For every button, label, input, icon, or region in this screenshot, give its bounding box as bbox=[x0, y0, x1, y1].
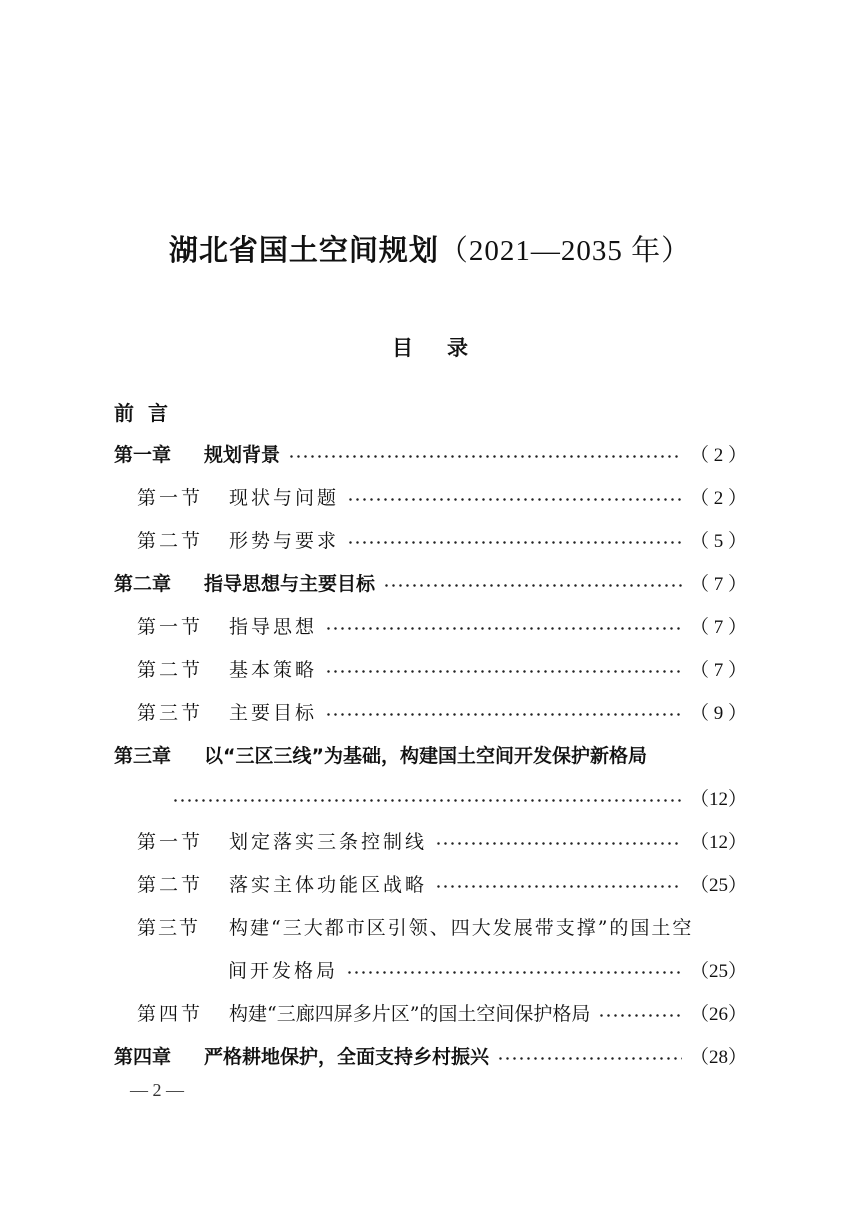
toc-number: 第一章 bbox=[114, 443, 172, 466]
toc-page: （ 7 ） bbox=[689, 616, 747, 638]
title-text: 湖北省国土空间规划 bbox=[168, 233, 439, 267]
toc-section-3-4[interactable] bbox=[137, 997, 747, 1027]
title-year: （2021—2035 年） bbox=[438, 235, 692, 267]
toc-chapter-1[interactable] bbox=[114, 438, 747, 468]
toc-page: （25） bbox=[689, 874, 747, 896]
toc-page: （12） bbox=[689, 831, 747, 853]
toc-section-1-1[interactable] bbox=[137, 481, 747, 511]
toc-number: 第三节 bbox=[137, 916, 201, 939]
toc-number: 第四章 bbox=[114, 1045, 172, 1068]
dot-leader bbox=[346, 971, 682, 974]
toc-section-2-1[interactable] bbox=[137, 610, 747, 640]
toc-label: 构建“三大都市区引领、四大发展带支撑”的国土空 bbox=[229, 916, 694, 939]
toc-chapter-3[interactable] bbox=[114, 739, 747, 769]
toc-number: 第二节 bbox=[137, 873, 204, 896]
toc-page: （12） bbox=[689, 788, 747, 810]
toc-section-3-3[interactable] bbox=[137, 911, 747, 941]
toc-label: 指导思想与主要目标 bbox=[204, 572, 376, 595]
dot-leader bbox=[435, 885, 682, 888]
toc-label: 落实主体功能区战略 bbox=[229, 873, 428, 896]
toc-page: （ 2 ） bbox=[689, 487, 747, 509]
toc-label: 严格耕地保护，全面支持乡村振兴 bbox=[204, 1045, 490, 1068]
toc-heading: 目录 bbox=[392, 336, 502, 360]
toc-chapter-2[interactable] bbox=[114, 567, 747, 597]
toc-section-2-2[interactable] bbox=[137, 653, 747, 683]
toc-page: （ 7 ） bbox=[689, 659, 747, 681]
toc-chapter-3-continuation[interactable] bbox=[172, 782, 747, 812]
toc-number: 第四节 bbox=[137, 1002, 204, 1025]
dot-leader bbox=[347, 541, 682, 544]
toc-section-3-1[interactable] bbox=[137, 825, 747, 855]
toc-label: 形势与要求 bbox=[229, 529, 340, 552]
dot-leader bbox=[497, 1057, 682, 1060]
toc-page: （ 9 ） bbox=[689, 702, 747, 724]
toc-section-3-3-continuation[interactable] bbox=[228, 954, 747, 984]
toc-page: （ 2 ） bbox=[689, 444, 747, 466]
toc-number: 第一节 bbox=[137, 830, 204, 853]
toc-number: 第一节 bbox=[137, 486, 204, 509]
toc-page: （25） bbox=[689, 960, 747, 982]
toc-number: 第三章 bbox=[114, 744, 172, 767]
toc-page: （28） bbox=[689, 1046, 747, 1068]
toc-section-3-2[interactable] bbox=[137, 868, 747, 898]
toc-page: （26） bbox=[689, 1003, 747, 1025]
toc-page: （ 7 ） bbox=[689, 573, 747, 595]
dot-leader bbox=[598, 1014, 682, 1017]
dot-leader bbox=[288, 455, 682, 458]
toc-label: 以“三区三线”为基础，构建国土空间开发保护新格局 bbox=[204, 744, 647, 767]
dot-leader bbox=[325, 627, 682, 630]
toc-number: 第二节 bbox=[137, 529, 204, 552]
toc-label: 指导思想 bbox=[229, 615, 318, 638]
toc-label: 主要目标 bbox=[229, 701, 318, 724]
toc-label: 现状与问题 bbox=[229, 486, 340, 509]
dot-leader bbox=[347, 498, 682, 501]
document-title bbox=[0, 228, 860, 269]
toc-number: 第一节 bbox=[137, 615, 204, 638]
toc-label: 基本策略 bbox=[229, 658, 318, 681]
toc-chapter-4[interactable] bbox=[114, 1040, 747, 1070]
dot-leader bbox=[325, 670, 682, 673]
toc-number: 第二节 bbox=[137, 658, 204, 681]
toc-number: 第二章 bbox=[114, 572, 172, 595]
dot-leader bbox=[325, 713, 682, 716]
dot-leader bbox=[383, 584, 682, 587]
toc-section-1-2[interactable] bbox=[137, 524, 747, 554]
page-number: — 2 — bbox=[130, 1080, 184, 1100]
toc-preface: 前言 bbox=[114, 401, 182, 425]
dot-leader bbox=[172, 799, 682, 802]
dot-leader bbox=[435, 842, 682, 845]
toc-number: 第三节 bbox=[137, 701, 204, 724]
toc-label: 构建“三廊四屏多片区”的国土空间保护格局 bbox=[229, 1002, 591, 1025]
toc-label: 划定落实三条控制线 bbox=[229, 830, 428, 853]
toc-page: （ 5 ） bbox=[689, 530, 747, 552]
toc-section-2-3[interactable] bbox=[137, 696, 747, 726]
toc-label: 规划背景 bbox=[204, 443, 281, 466]
toc-label: 间开发格局 bbox=[228, 959, 339, 982]
